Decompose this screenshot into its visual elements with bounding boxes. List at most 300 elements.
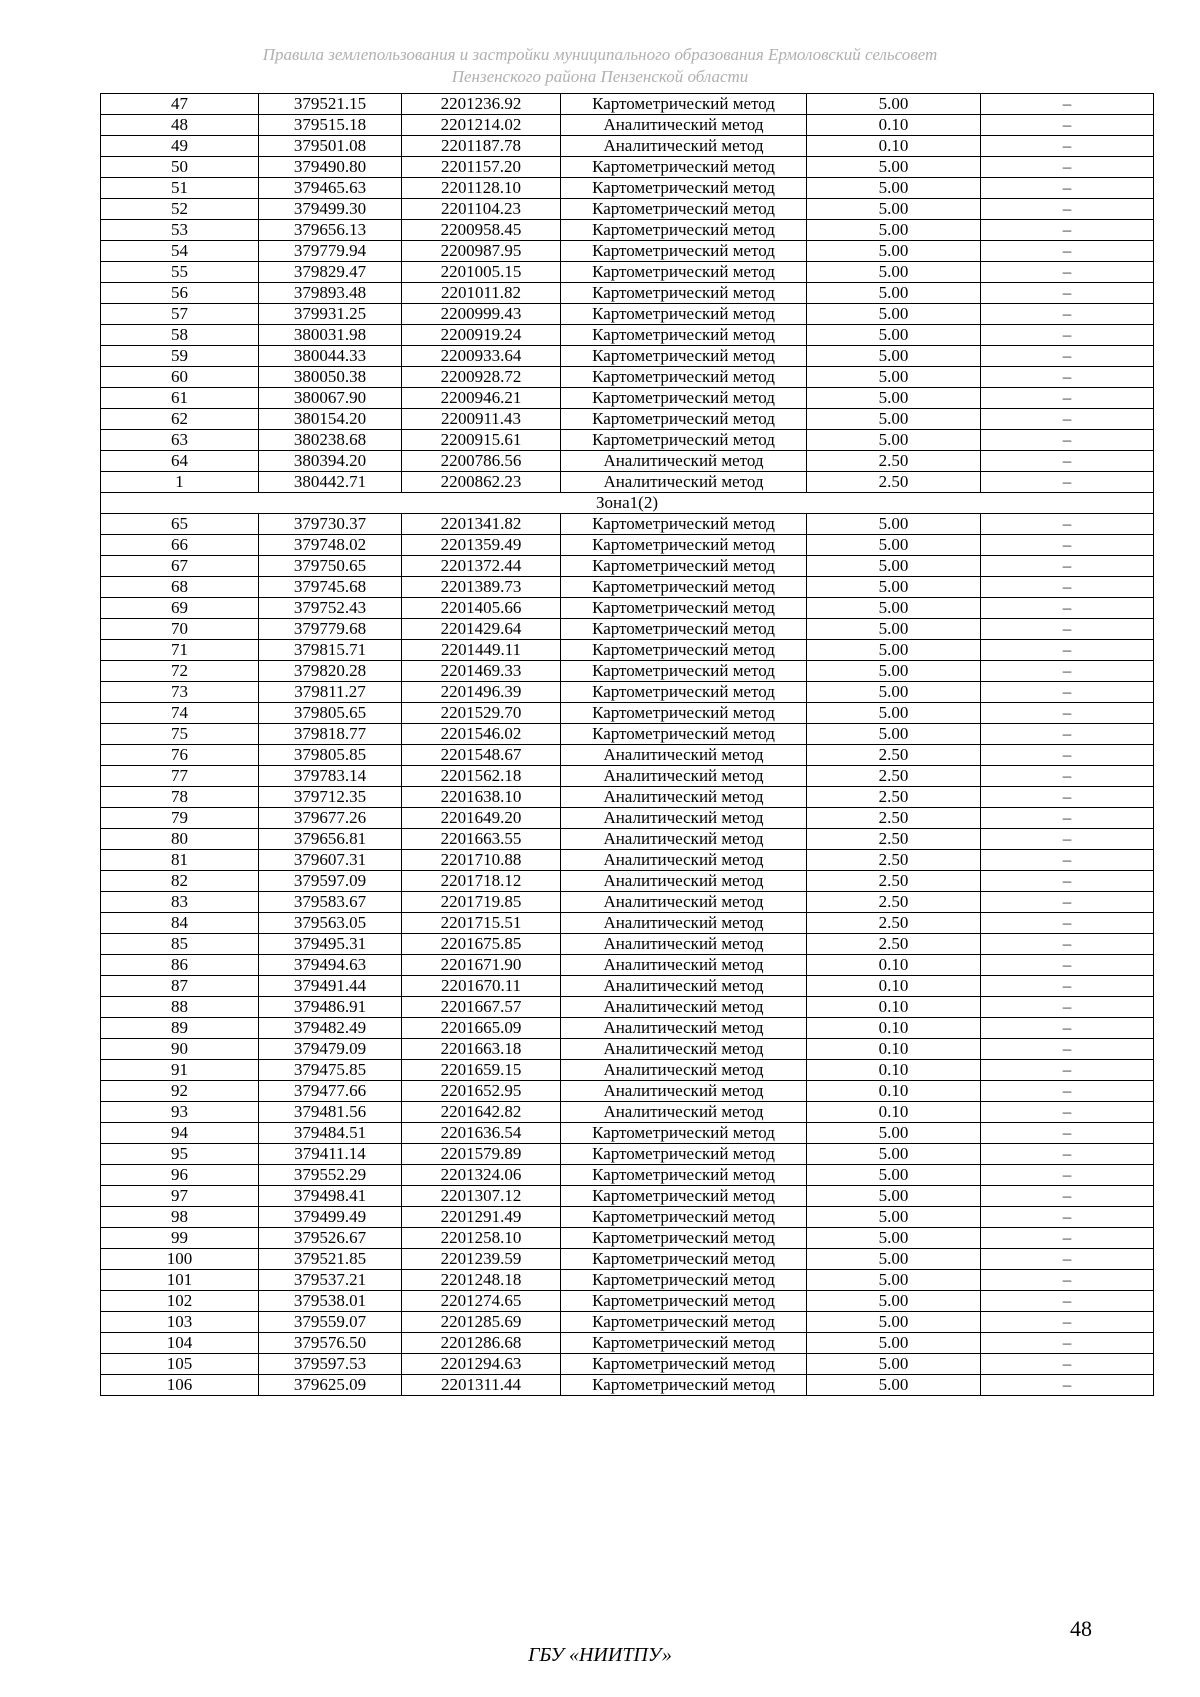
accuracy-cell: 2.50	[807, 472, 981, 493]
note-cell: –	[981, 1270, 1154, 1291]
coordinates-table	[100, 93, 1154, 1396]
point-number-cell: 105	[101, 1354, 259, 1375]
accuracy-cell: 5.00	[807, 262, 981, 283]
note-cell: –	[981, 325, 1154, 346]
point-number-cell: 50	[101, 157, 259, 178]
y-coordinate-cell: 2201286.68	[402, 1333, 561, 1354]
accuracy-cell: 5.00	[807, 619, 981, 640]
accuracy-cell: 5.00	[807, 1207, 981, 1228]
table-row	[101, 136, 1154, 157]
x-coordinate-cell: 380394.20	[259, 451, 402, 472]
point-number-cell: 82	[101, 871, 259, 892]
point-number-cell: 1	[101, 472, 259, 493]
running-header	[100, 44, 1100, 88]
note-cell: –	[981, 1060, 1154, 1081]
x-coordinate-cell: 379490.80	[259, 157, 402, 178]
table-row	[101, 241, 1154, 262]
method-cell: Картометрический метод	[561, 619, 807, 640]
accuracy-cell: 5.00	[807, 430, 981, 451]
y-coordinate-cell: 2200862.23	[402, 472, 561, 493]
note-cell: –	[981, 178, 1154, 199]
y-coordinate-cell: 2201294.63	[402, 1354, 561, 1375]
x-coordinate-cell: 379730.37	[259, 514, 402, 535]
point-number-cell: 49	[101, 136, 259, 157]
note-cell: –	[981, 1186, 1154, 1207]
method-cell: Картометрический метод	[561, 157, 807, 178]
x-coordinate-cell: 379494.63	[259, 955, 402, 976]
accuracy-cell: 0.10	[807, 955, 981, 976]
x-coordinate-cell: 379537.21	[259, 1270, 402, 1291]
x-coordinate-cell: 379486.91	[259, 997, 402, 1018]
note-cell: –	[981, 1228, 1154, 1249]
accuracy-cell: 5.00	[807, 724, 981, 745]
accuracy-cell: 5.00	[807, 1123, 981, 1144]
accuracy-cell: 5.00	[807, 409, 981, 430]
point-number-cell: 74	[101, 703, 259, 724]
table-row	[101, 787, 1154, 808]
y-coordinate-cell: 2201239.59	[402, 1249, 561, 1270]
y-coordinate-cell: 2201636.54	[402, 1123, 561, 1144]
table-row	[101, 1123, 1154, 1144]
y-coordinate-cell: 2200987.95	[402, 241, 561, 262]
accuracy-cell: 0.10	[807, 115, 981, 136]
note-cell: –	[981, 850, 1154, 871]
point-number-cell: 94	[101, 1123, 259, 1144]
accuracy-cell: 5.00	[807, 283, 981, 304]
coordinates-table-body	[101, 94, 1154, 1396]
y-coordinate-cell: 2201248.18	[402, 1270, 561, 1291]
x-coordinate-cell: 379677.26	[259, 808, 402, 829]
point-number-cell: 70	[101, 619, 259, 640]
accuracy-cell: 0.10	[807, 1102, 981, 1123]
y-coordinate-cell: 2201258.10	[402, 1228, 561, 1249]
method-cell: Аналитический метод	[561, 997, 807, 1018]
table-row	[101, 430, 1154, 451]
point-number-cell: 51	[101, 178, 259, 199]
method-cell: Аналитический метод	[561, 1081, 807, 1102]
accuracy-cell: 5.00	[807, 1270, 981, 1291]
accuracy-cell: 2.50	[807, 829, 981, 850]
y-coordinate-cell: 2201005.15	[402, 262, 561, 283]
header-line-2: Пензенского района Пензенской области	[451, 67, 749, 86]
y-coordinate-cell: 2200919.24	[402, 325, 561, 346]
zone-header-row	[101, 493, 1154, 514]
table-row	[101, 745, 1154, 766]
note-cell: –	[981, 514, 1154, 535]
table-row	[101, 1291, 1154, 1312]
y-coordinate-cell: 2200933.64	[402, 346, 561, 367]
x-coordinate-cell: 379521.85	[259, 1249, 402, 1270]
y-coordinate-cell: 2201236.92	[402, 94, 561, 115]
y-coordinate-cell: 2201663.55	[402, 829, 561, 850]
point-number-cell: 84	[101, 913, 259, 934]
x-coordinate-cell: 379625.09	[259, 1375, 402, 1396]
table-row	[101, 997, 1154, 1018]
y-coordinate-cell: 2201324.06	[402, 1165, 561, 1186]
y-coordinate-cell: 2201307.12	[402, 1186, 561, 1207]
table-row	[101, 451, 1154, 472]
note-cell: –	[981, 682, 1154, 703]
y-coordinate-cell: 2200928.72	[402, 367, 561, 388]
method-cell: Картометрический метод	[561, 1144, 807, 1165]
note-cell: –	[981, 220, 1154, 241]
method-cell: Картометрический метод	[561, 724, 807, 745]
y-coordinate-cell: 2201546.02	[402, 724, 561, 745]
x-coordinate-cell: 379526.67	[259, 1228, 402, 1249]
y-coordinate-cell: 2201389.73	[402, 577, 561, 598]
accuracy-cell: 5.00	[807, 220, 981, 241]
point-number-cell: 78	[101, 787, 259, 808]
table-row	[101, 598, 1154, 619]
method-cell: Картометрический метод	[561, 1354, 807, 1375]
method-cell: Картометрический метод	[561, 661, 807, 682]
method-cell: Аналитический метод	[561, 766, 807, 787]
method-cell: Картометрический метод	[561, 409, 807, 430]
method-cell: Аналитический метод	[561, 1018, 807, 1039]
method-cell: Картометрический метод	[561, 703, 807, 724]
point-number-cell: 80	[101, 829, 259, 850]
point-number-cell: 64	[101, 451, 259, 472]
x-coordinate-cell: 379501.08	[259, 136, 402, 157]
x-coordinate-cell: 379465.63	[259, 178, 402, 199]
method-cell: Картометрический метод	[561, 1165, 807, 1186]
point-number-cell: 69	[101, 598, 259, 619]
note-cell: –	[981, 346, 1154, 367]
method-cell: Картометрический метод	[561, 304, 807, 325]
point-number-cell: 67	[101, 556, 259, 577]
method-cell: Картометрический метод	[561, 220, 807, 241]
point-number-cell: 100	[101, 1249, 259, 1270]
point-number-cell: 106	[101, 1375, 259, 1396]
point-number-cell: 65	[101, 514, 259, 535]
x-coordinate-cell: 379748.02	[259, 535, 402, 556]
table-row	[101, 262, 1154, 283]
x-coordinate-cell: 379750.65	[259, 556, 402, 577]
method-cell: Картометрический метод	[561, 577, 807, 598]
y-coordinate-cell: 2201429.64	[402, 619, 561, 640]
table-row	[101, 808, 1154, 829]
note-cell: –	[981, 1207, 1154, 1228]
accuracy-cell: 5.00	[807, 577, 981, 598]
x-coordinate-cell: 379576.50	[259, 1333, 402, 1354]
x-coordinate-cell: 379829.47	[259, 262, 402, 283]
accuracy-cell: 2.50	[807, 451, 981, 472]
point-number-cell: 92	[101, 1081, 259, 1102]
note-cell: –	[981, 703, 1154, 724]
y-coordinate-cell: 2201671.90	[402, 955, 561, 976]
point-number-cell: 75	[101, 724, 259, 745]
accuracy-cell: 5.00	[807, 199, 981, 220]
point-number-cell: 61	[101, 388, 259, 409]
note-cell: –	[981, 304, 1154, 325]
y-coordinate-cell: 2201718.12	[402, 871, 561, 892]
y-coordinate-cell: 2200911.43	[402, 409, 561, 430]
table-row	[101, 850, 1154, 871]
method-cell: Аналитический метод	[561, 829, 807, 850]
note-cell: –	[981, 808, 1154, 829]
point-number-cell: 99	[101, 1228, 259, 1249]
point-number-cell: 103	[101, 1312, 259, 1333]
method-cell: Аналитический метод	[561, 1039, 807, 1060]
note-cell: –	[981, 94, 1154, 115]
x-coordinate-cell: 379805.85	[259, 745, 402, 766]
y-coordinate-cell: 2201675.85	[402, 934, 561, 955]
point-number-cell: 53	[101, 220, 259, 241]
method-cell: Картометрический метод	[561, 640, 807, 661]
method-cell: Аналитический метод	[561, 115, 807, 136]
x-coordinate-cell: 380050.38	[259, 367, 402, 388]
table-row	[101, 976, 1154, 997]
y-coordinate-cell: 2201529.70	[402, 703, 561, 724]
x-coordinate-cell: 379893.48	[259, 283, 402, 304]
y-coordinate-cell: 2201659.15	[402, 1060, 561, 1081]
y-coordinate-cell: 2201710.88	[402, 850, 561, 871]
table-row	[101, 388, 1154, 409]
x-coordinate-cell: 379597.09	[259, 871, 402, 892]
point-number-cell: 52	[101, 199, 259, 220]
accuracy-cell: 0.10	[807, 1081, 981, 1102]
point-number-cell: 97	[101, 1186, 259, 1207]
point-number-cell: 87	[101, 976, 259, 997]
x-coordinate-cell: 379779.68	[259, 619, 402, 640]
y-coordinate-cell: 2200999.43	[402, 304, 561, 325]
note-cell: –	[981, 724, 1154, 745]
accuracy-cell: 0.10	[807, 1018, 981, 1039]
method-cell: Аналитический метод	[561, 934, 807, 955]
table-row	[101, 514, 1154, 535]
accuracy-cell: 5.00	[807, 346, 981, 367]
note-cell: –	[981, 1039, 1154, 1060]
note-cell: –	[981, 871, 1154, 892]
table-row	[101, 409, 1154, 430]
method-cell: Картометрический метод	[561, 199, 807, 220]
note-cell: –	[981, 388, 1154, 409]
accuracy-cell: 2.50	[807, 850, 981, 871]
accuracy-cell: 5.00	[807, 640, 981, 661]
accuracy-cell: 2.50	[807, 808, 981, 829]
note-cell: –	[981, 766, 1154, 787]
table-row	[101, 1270, 1154, 1291]
method-cell: Картометрический метод	[561, 325, 807, 346]
method-cell: Картометрический метод	[561, 1207, 807, 1228]
accuracy-cell: 2.50	[807, 871, 981, 892]
table-row	[101, 367, 1154, 388]
method-cell: Картометрический метод	[561, 1249, 807, 1270]
x-coordinate-cell: 380154.20	[259, 409, 402, 430]
x-coordinate-cell: 379482.49	[259, 1018, 402, 1039]
y-coordinate-cell: 2201372.44	[402, 556, 561, 577]
x-coordinate-cell: 379499.49	[259, 1207, 402, 1228]
accuracy-cell: 0.10	[807, 997, 981, 1018]
point-number-cell: 66	[101, 535, 259, 556]
note-cell: –	[981, 955, 1154, 976]
note-cell: –	[981, 283, 1154, 304]
accuracy-cell: 5.00	[807, 325, 981, 346]
method-cell: Аналитический метод	[561, 913, 807, 934]
accuracy-cell: 5.00	[807, 1312, 981, 1333]
point-number-cell: 60	[101, 367, 259, 388]
method-cell: Аналитический метод	[561, 472, 807, 493]
table-row	[101, 1186, 1154, 1207]
method-cell: Картометрический метод	[561, 1270, 807, 1291]
point-number-cell: 102	[101, 1291, 259, 1312]
y-coordinate-cell: 2201011.82	[402, 283, 561, 304]
table-row	[101, 1312, 1154, 1333]
accuracy-cell: 5.00	[807, 157, 981, 178]
header-line-1: Правила землепользования и застройки муниципального образования Ермоловский сельсовет	[262, 45, 938, 64]
table-row	[101, 766, 1154, 787]
method-cell: Аналитический метод	[561, 871, 807, 892]
table-row	[101, 1165, 1154, 1186]
table-row	[101, 724, 1154, 745]
note-cell: –	[981, 1144, 1154, 1165]
method-cell: Аналитический метод	[561, 136, 807, 157]
y-coordinate-cell: 2201667.57	[402, 997, 561, 1018]
accuracy-cell: 5.00	[807, 535, 981, 556]
point-number-cell: 86	[101, 955, 259, 976]
note-cell: –	[981, 640, 1154, 661]
method-cell: Картометрический метод	[561, 514, 807, 535]
accuracy-cell: 0.10	[807, 1060, 981, 1081]
point-number-cell: 83	[101, 892, 259, 913]
accuracy-cell: 5.00	[807, 178, 981, 199]
y-coordinate-cell: 2201341.82	[402, 514, 561, 535]
table-row	[101, 94, 1154, 115]
x-coordinate-cell: 379559.07	[259, 1312, 402, 1333]
point-number-cell: 57	[101, 304, 259, 325]
x-coordinate-cell: 379499.30	[259, 199, 402, 220]
point-number-cell: 73	[101, 682, 259, 703]
point-number-cell: 76	[101, 745, 259, 766]
accuracy-cell: 5.00	[807, 304, 981, 325]
accuracy-cell: 2.50	[807, 934, 981, 955]
x-coordinate-cell: 379931.25	[259, 304, 402, 325]
table-row	[101, 1060, 1154, 1081]
point-number-cell: 88	[101, 997, 259, 1018]
note-cell: –	[981, 367, 1154, 388]
note-cell: –	[981, 1165, 1154, 1186]
note-cell: –	[981, 1375, 1154, 1396]
method-cell: Картометрический метод	[561, 535, 807, 556]
y-coordinate-cell: 2201187.78	[402, 136, 561, 157]
table-row	[101, 556, 1154, 577]
x-coordinate-cell: 379811.27	[259, 682, 402, 703]
y-coordinate-cell: 2201291.49	[402, 1207, 561, 1228]
x-coordinate-cell: 379481.56	[259, 1102, 402, 1123]
x-coordinate-cell: 379783.14	[259, 766, 402, 787]
x-coordinate-cell: 379521.15	[259, 94, 402, 115]
table-row	[101, 871, 1154, 892]
accuracy-cell: 5.00	[807, 388, 981, 409]
accuracy-cell: 0.10	[807, 976, 981, 997]
method-cell: Аналитический метод	[561, 808, 807, 829]
note-cell: –	[981, 1354, 1154, 1375]
note-cell: –	[981, 577, 1154, 598]
point-number-cell: 59	[101, 346, 259, 367]
note-cell: –	[981, 136, 1154, 157]
method-cell: Картометрический метод	[561, 598, 807, 619]
table-row	[101, 619, 1154, 640]
x-coordinate-cell: 379479.09	[259, 1039, 402, 1060]
note-cell: –	[981, 997, 1154, 1018]
note-cell: –	[981, 892, 1154, 913]
x-coordinate-cell: 379563.05	[259, 913, 402, 934]
x-coordinate-cell: 379477.66	[259, 1081, 402, 1102]
note-cell: –	[981, 1249, 1154, 1270]
point-number-cell: 101	[101, 1270, 259, 1291]
y-coordinate-cell: 2201274.65	[402, 1291, 561, 1312]
table-row	[101, 1144, 1154, 1165]
y-coordinate-cell: 2201665.09	[402, 1018, 561, 1039]
x-coordinate-cell: 379498.41	[259, 1186, 402, 1207]
y-coordinate-cell: 2201449.11	[402, 640, 561, 661]
x-coordinate-cell: 379656.81	[259, 829, 402, 850]
x-coordinate-cell: 379607.31	[259, 850, 402, 871]
y-coordinate-cell: 2201562.18	[402, 766, 561, 787]
y-coordinate-cell: 2201649.20	[402, 808, 561, 829]
accuracy-cell: 5.00	[807, 1249, 981, 1270]
accuracy-cell: 5.00	[807, 1291, 981, 1312]
method-cell: Картометрический метод	[561, 1228, 807, 1249]
x-coordinate-cell: 380238.68	[259, 430, 402, 451]
point-number-cell: 55	[101, 262, 259, 283]
method-cell: Аналитический метод	[561, 892, 807, 913]
x-coordinate-cell: 379820.28	[259, 661, 402, 682]
x-coordinate-cell: 380067.90	[259, 388, 402, 409]
table-row	[101, 1228, 1154, 1249]
note-cell: –	[981, 934, 1154, 955]
method-cell: Аналитический метод	[561, 451, 807, 472]
note-cell: –	[981, 1333, 1154, 1354]
point-number-cell: 96	[101, 1165, 259, 1186]
x-coordinate-cell: 379495.31	[259, 934, 402, 955]
y-coordinate-cell: 2201719.85	[402, 892, 561, 913]
table-row	[101, 220, 1154, 241]
table-row	[101, 1102, 1154, 1123]
table-row	[101, 199, 1154, 220]
y-coordinate-cell: 2201670.11	[402, 976, 561, 997]
point-number-cell: 79	[101, 808, 259, 829]
x-coordinate-cell: 379411.14	[259, 1144, 402, 1165]
y-coordinate-cell: 2201359.49	[402, 535, 561, 556]
table-row	[101, 178, 1154, 199]
y-coordinate-cell: 2201104.23	[402, 199, 561, 220]
point-number-cell: 89	[101, 1018, 259, 1039]
accuracy-cell: 0.10	[807, 1039, 981, 1060]
y-coordinate-cell: 2201405.66	[402, 598, 561, 619]
accuracy-cell: 5.00	[807, 367, 981, 388]
x-coordinate-cell: 379818.77	[259, 724, 402, 745]
table-row	[101, 157, 1154, 178]
table-row	[101, 955, 1154, 976]
note-cell: –	[981, 787, 1154, 808]
table-row	[101, 1249, 1154, 1270]
y-coordinate-cell: 2201642.82	[402, 1102, 561, 1123]
accuracy-cell: 2.50	[807, 913, 981, 934]
x-coordinate-cell: 379712.35	[259, 787, 402, 808]
point-number-cell: 93	[101, 1102, 259, 1123]
x-coordinate-cell: 379538.01	[259, 1291, 402, 1312]
table-row	[101, 472, 1154, 493]
zone-label: Зона1(2)	[101, 493, 1154, 514]
note-cell: –	[981, 535, 1154, 556]
point-number-cell: 71	[101, 640, 259, 661]
table-row	[101, 892, 1154, 913]
accuracy-cell: 5.00	[807, 1228, 981, 1249]
point-number-cell: 68	[101, 577, 259, 598]
point-number-cell: 98	[101, 1207, 259, 1228]
note-cell: –	[981, 262, 1154, 283]
